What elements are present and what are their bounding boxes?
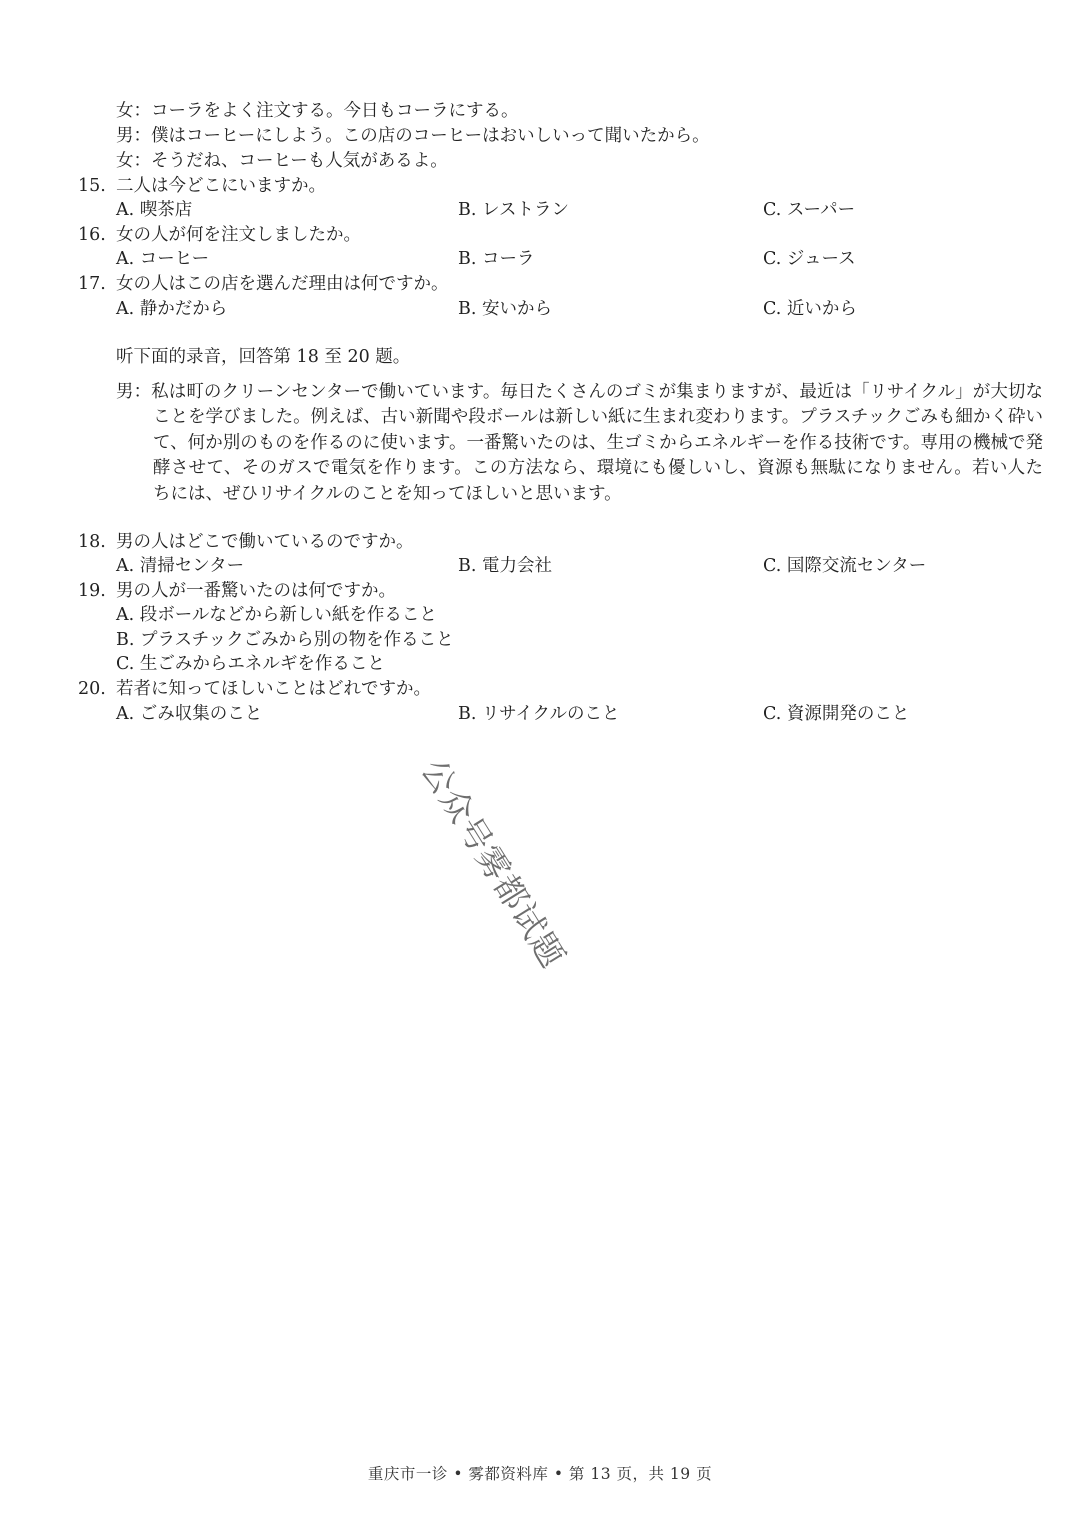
question-text: 女の人はこの店を選んだ理由は何ですか。 — [116, 274, 449, 294]
question-text: 二人は今どこにいますか。 — [116, 176, 326, 196]
question-number: 16. — [78, 225, 106, 245]
option-a: A. 段ボールなどから新しい紙を作ること — [116, 605, 437, 625]
question-text: 男の人が一番驚いたのは何ですか。 — [116, 581, 396, 601]
dialogue-line: 女：そうだね、コーヒーも人気があるよ。 — [116, 151, 448, 171]
option-c: C. ジュース — [763, 249, 856, 269]
option-b: B. コーラ — [458, 249, 535, 269]
dialogue-line: 女：コーラをよく注文する。今日もコーラにする。 — [116, 101, 519, 121]
question-number: 19. — [78, 581, 106, 601]
option-c: C. 近いから — [763, 299, 857, 319]
question-number: 15. — [78, 176, 106, 196]
option-a: A. 喫茶店 — [116, 200, 193, 220]
option-b: B. レストラン — [458, 200, 569, 220]
option-a: A. 清掃センター — [116, 556, 245, 576]
option-b: B. プラスチックごみから別の物を作ること — [116, 630, 454, 650]
option-a: A. ごみ収集のこと — [116, 704, 263, 724]
option-c: C. 資源開発のこと — [763, 704, 910, 724]
option-c: C. スーパー — [763, 200, 856, 220]
section-instruction: 听下面的录音，回答第 18 至 20 题。 — [116, 347, 411, 367]
question-number: 20. — [78, 679, 106, 699]
watermark: 公众号雾都试题 — [413, 752, 573, 975]
question-text: 女の人が何を注文しましたか。 — [116, 225, 361, 245]
option-c: C. 国際交流センター — [763, 556, 927, 576]
option-b: B. リサイクルのこと — [458, 704, 620, 724]
question-text: 若者に知ってほしいことはどれですか。 — [116, 679, 431, 699]
monologue-paragraph: 男：私は町のクリーンセンターで働いています。毎日たくさんのゴミが集まりますが、最近は「リサイクル」が大切なことを学びました。例えば、古い新聞や段ボールは新しい紙に生まれ変わります。プラスチックごみも細かく砕いて、何か別のものを作るのに使います。一番驚いたのは、生ゴミからエネルギーを作る技術です。専用の機械で発酵させて、そのガスで電気を作ります。この方法なら、環境にも優しいし、資源も無駄になりません。若い人たちには、ぜひリサイクルのことを知ってほしいと思います。 — [116, 382, 1043, 504]
dialogue-line: 男：僕はコーヒーにしよう。この店のコーヒーはおいしいって聞いたから。 — [116, 126, 710, 146]
option-a: A. コーヒー — [116, 249, 210, 269]
option-b: B. 電力会社 — [458, 556, 552, 576]
question-number: 18. — [78, 532, 106, 552]
option-a: A. 静かだから — [116, 299, 228, 319]
option-c: C. 生ごみからエネルギを作ること — [116, 654, 385, 674]
page-footer: 重庆市一诊 • 雾都资料库 • 第 13 页，共 19 页 — [367, 1465, 713, 1483]
question-text: 男の人はどこで働いているのですか。 — [116, 532, 414, 552]
question-number: 17. — [78, 274, 106, 294]
option-b: B. 安いから — [458, 299, 552, 319]
